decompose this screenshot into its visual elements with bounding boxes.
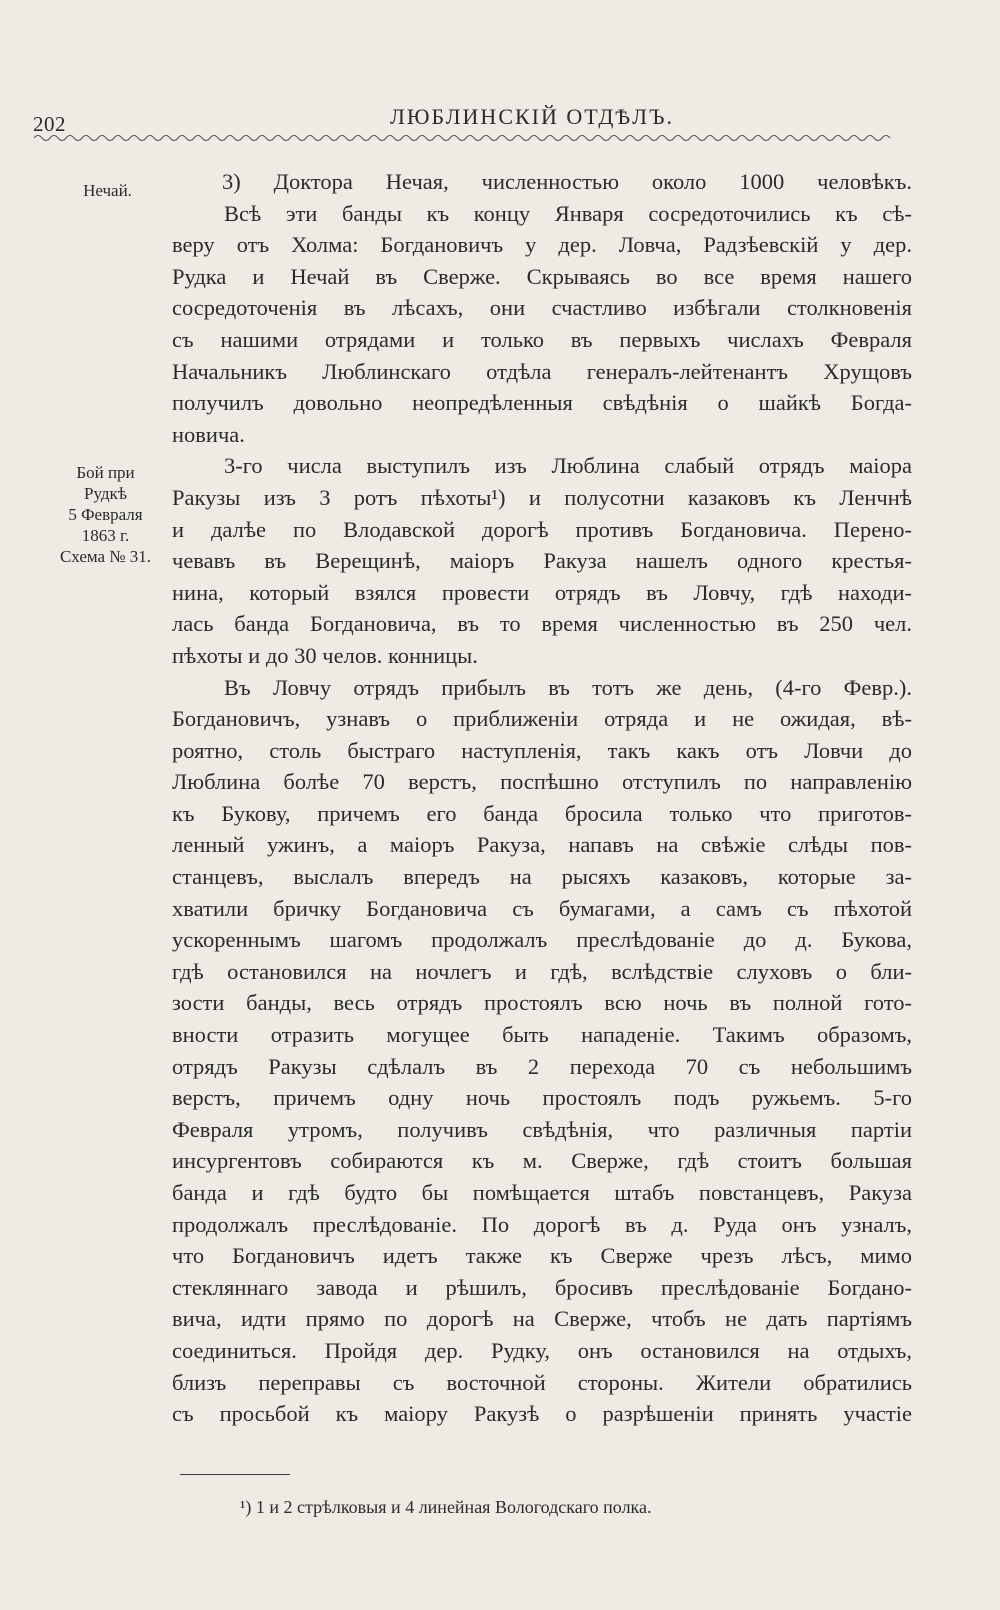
text-line: соединиться. Пройдя дер. Рудку, онъ остановился на отдыхъ,	[172, 1337, 912, 1363]
footnote-text: 1 и 2 стрѣлковыя и 4 линейная Вологодскаго полка.	[255, 1497, 652, 1517]
text-line: станцевъ, выслалъ впередъ на рысяхъ казаковъ, которые за-	[172, 864, 912, 890]
footnote-mark: ¹)	[240, 1497, 252, 1517]
text-line: банда и гдѣ будто бы помѣщается штабъ повстанцевъ, Ракуза	[172, 1180, 912, 1205]
text-line: вича, идти прямо по дорогѣ на Сверже, чтобъ не дать партіямъ	[172, 1306, 912, 1332]
footnote-rule	[180, 1474, 290, 1475]
text-line: и далѣе по Влодавской дорогѣ противъ Богдановича. Перено-	[172, 516, 912, 542]
margin-note-line: 5 Февраля	[68, 505, 143, 524]
text-line: продолжалъ преслѣдованіе. По дорогѣ въ д. Руда онъ узналъ,	[172, 1211, 912, 1237]
text-line: лась банда Богдановича, въ то время численностью въ 250 чел.	[172, 611, 912, 637]
text-line: близъ переправы съ восточной стороны. Жители обратились	[172, 1369, 912, 1395]
margin-note-nechay: Нечай.	[83, 181, 132, 200]
text-line: Рудка и Нечай въ Сверже. Скрываясь во все время нашего	[172, 263, 912, 289]
header-wavy-rule	[34, 130, 896, 146]
text-line: хватили бричку Богдановича съ бумагами, а самъ съ пѣхотой	[172, 895, 912, 921]
text-line: отрядъ Ракузы сдѣлалъ въ 2 перехода 70 съ небольшимъ	[172, 1053, 912, 1079]
margin-note-line: Схема № 31.	[59, 547, 152, 566]
text-line: ленный ужинъ, а маіоръ Ракуза, напавъ на свѣжіе слѣды пов-	[172, 832, 912, 858]
text-line: Начальникъ Люблинскаго отдѣла генералъ-лейтенантъ Хрущовъ	[172, 358, 912, 384]
text-line: Всѣ эти банды къ концу Января сосредоточились къ сѣ-	[224, 200, 912, 226]
margin-note-battle	[48, 462, 163, 567]
text-line: съ нашими отрядами и только въ первыхъ числахъ Февраля	[172, 326, 912, 352]
text-line: Въ Ловчу отрядъ прибылъ въ тотъ же день, (4-го Февр.).	[224, 674, 912, 700]
text-line: съ просьбой къ маіору Ракузѣ о разрѣшеніи принять участіе	[172, 1401, 912, 1427]
page-number: 202	[33, 112, 66, 136]
running-head: ЛЮБЛИНСКІЙ ОТДѢЛЪ.	[390, 104, 675, 129]
text-line: пѣхоты и до 30 челов. конницы.	[172, 642, 478, 668]
text-line: вности отразить могущее быть нападеніе. Такимъ образомъ,	[172, 1022, 912, 1048]
text-line: къ Букову, причемъ его банда бросила только что приготов-	[172, 800, 912, 826]
text-line: сосредоточенія въ лѣсахъ, они счастливо избѣгали столкновенія	[172, 295, 912, 321]
text-line: ускореннымъ шагомъ продолжалъ преслѣдованіе до д. Букова,	[172, 927, 912, 953]
text-line: зости банды, весь отрядъ простоялъ всю ночь въ полной гото-	[172, 990, 912, 1016]
margin-note-line: Рудкѣ	[83, 484, 128, 503]
text-line: 3) Доктора Нечая, численностью около 1000 человѣкъ.	[222, 169, 912, 194]
body-text	[172, 166, 912, 1430]
margin-note-line: Бой при	[76, 463, 135, 482]
text-line: новича.	[172, 421, 245, 447]
text-line: 3-го числа выступилъ изъ Люблина слабый отрядъ маіора	[224, 453, 912, 479]
text-line: веру отъ Холма: Богдановичъ у дер. Ловча, Радзѣевскій у дер.	[172, 232, 912, 258]
text-line: Богдановичъ, узнавъ о приближеніи отряда и не ожидая, вѣ-	[172, 706, 912, 732]
margin-note-line: 1863 г.	[81, 526, 130, 545]
text-line: чевавъ въ Верещинѣ, маіоръ Ракуза нашелъ одного крестья-	[172, 548, 912, 574]
footnote	[240, 1497, 652, 1518]
text-line: стекляннаго завода и рѣшилъ, бросивъ преслѣдованіе Богдано-	[172, 1274, 912, 1300]
text-line: нина, который взялся провести отрядъ въ Ловчу, гдѣ находи-	[172, 579, 912, 605]
text-line: что Богдановичъ идетъ также къ Сверже чрезъ лѣсъ, мимо	[172, 1243, 912, 1269]
text-line: гдѣ остановился на ночлегъ и гдѣ, вслѣдствіе слуховъ о бли-	[172, 958, 912, 984]
text-line: инсургентовъ собираются къ м. Сверже, гдѣ стоитъ большая	[172, 1148, 912, 1174]
text-line: Люблина болѣе 70 верстъ, поспѣшно отступилъ по направленію	[172, 769, 912, 795]
text-line: роятно, столь быстраго наступленія, такъ какъ отъ Ловчи до	[172, 737, 912, 763]
text-line: получилъ довольно неопредѣленныя свѣдѣнія о шайкѣ Богда-	[172, 390, 912, 416]
text-line: Февраля утромъ, получивъ свѣдѣнія, что различныя партіи	[172, 1116, 912, 1142]
text-line: верстъ, причемъ одну ночь простоялъ подъ ружьемъ. 5-го	[172, 1085, 912, 1111]
text-line: Ракузы изъ 3 ротъ пѣхоты¹) и полусотни казаковъ къ Ленчнѣ	[172, 484, 912, 510]
